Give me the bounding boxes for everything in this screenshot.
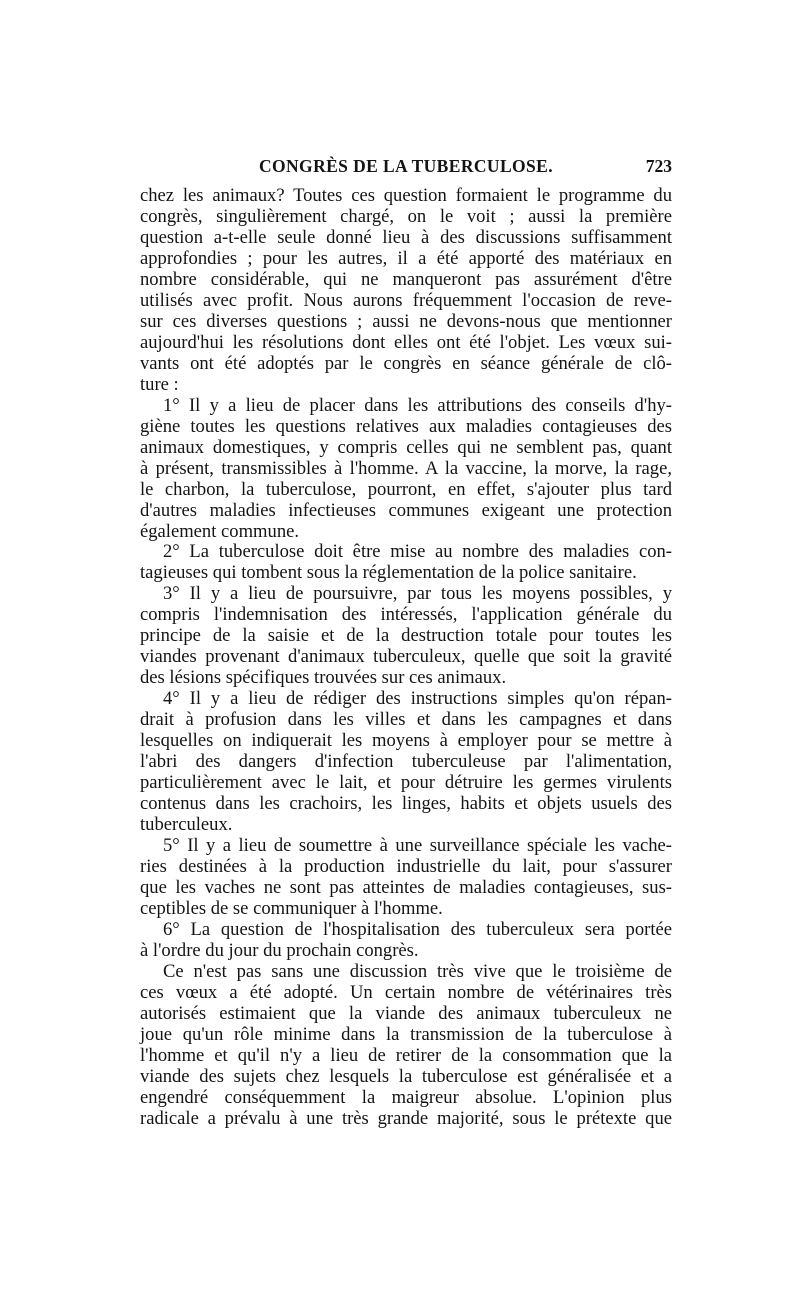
text-line: 2° La tuberculose doit être mise au nombre des maladies con- xyxy=(163,541,672,563)
text-line: vants ont été adoptés par le congrès en séance générale de clô- xyxy=(140,352,672,374)
text-line: Ce n'est pas sans une discussion très vive que le troisième de xyxy=(163,960,672,982)
text-line: l'homme et qu'il n'y a lieu de retirer de la consommation que la xyxy=(140,1044,672,1066)
text-line: des lésions spécifiques trouvées sur ces animaux. xyxy=(140,667,507,689)
text-line: ceptibles de se communiquer à l'homme. xyxy=(140,897,443,919)
text-line: 6° La question de l'hospitalisation des tuberculeux sera portée xyxy=(163,918,672,940)
text-line: joue qu'un rôle minime dans la transmission de la tuberculose à xyxy=(140,1023,672,1045)
text-line: animaux domestiques, y compris celles qui ne semblent pas, quant xyxy=(140,436,672,458)
text-line: congrès, singulièrement chargé, on le voit ; aussi la première xyxy=(140,205,672,227)
text-line: également commune. xyxy=(140,520,300,542)
text-line: que les vaches ne sont pas atteintes de maladies contagieuses, sus- xyxy=(140,876,672,898)
text-line: autorisés estimaient que la viande des animaux tuberculeux ne xyxy=(140,1002,672,1024)
text-line: tuberculeux. xyxy=(140,814,233,836)
page-number: 723 xyxy=(645,156,672,176)
text-line: viandes provenant d'animaux tuberculeux, quelle que soit la gravité xyxy=(140,646,672,668)
text-line: 4° Il y a lieu de rédiger des instructions simples qu'on répan- xyxy=(163,688,672,710)
text-line: radicale a prévalu à une très grande majorité, sous le prétexte que xyxy=(140,1107,672,1129)
text-line: lesquelles on indiquerait les moyens à employer pour se mettre à xyxy=(140,730,672,752)
text-line: chez les animaux? Toutes ces question formaient le programme du xyxy=(140,185,672,206)
text-line: utilisés avec profit. Nous aurons fréquemment l'occasion de reve- xyxy=(140,289,672,311)
text-line: 5° Il y a lieu de soumettre à une surveillance spéciale les vache- xyxy=(163,835,672,857)
text-line: tagieuses qui tombent sous la réglementation de la police sanitaire. xyxy=(140,562,637,584)
text-line: drait à profusion dans les villes et dans les campagnes et dans xyxy=(140,709,672,731)
text-line: ces vœux a été adopté. Un certain nombre de vétérinaires très xyxy=(140,981,672,1003)
page-header xyxy=(140,154,672,182)
running-title: CONGRÈS DE LA TUBERCULOSE. xyxy=(258,156,554,176)
text-line: ture : xyxy=(140,373,179,395)
text-line: à présent, transmissibles à l'homme. A la vaccine, la morve, la rage, xyxy=(140,457,672,479)
text-line: contenus dans les crachoirs, les linges, habits et objets usuels des xyxy=(140,793,672,815)
text-line: à l'ordre du jour du prochain congrès. xyxy=(140,939,419,961)
text-line: ries destinées à la production industrielle du lait, pour s'assurer xyxy=(140,856,672,877)
text-line: giène toutes les questions relatives aux maladies contagieuses des xyxy=(140,415,672,437)
text-line: le charbon, la tuberculose, pourront, en effet, s'ajouter plus tard xyxy=(140,478,672,500)
text-line: d'autres maladies infectieuses communes exigeant une protection xyxy=(140,499,672,521)
text-line: sur ces diverses questions ; aussi ne devons-nous que mentionner xyxy=(140,310,672,332)
body-text xyxy=(140,186,672,1130)
text-line: compris l'indemnisation des intéressés, l'application générale du xyxy=(140,604,672,626)
text-line: nombre considérable, qui ne manqueront pas assurément d'être xyxy=(140,268,672,290)
text-line: particulièrement avec le lait, et pour détruire les germes virulents xyxy=(140,772,672,794)
text-line: approfondies ; pour les autres, il a été apporté des matériaux en xyxy=(140,247,672,269)
text-line: l'abri des dangers d'infection tuberculeuse par l'alimentation, xyxy=(140,751,672,773)
text-line: 3° Il y a lieu de poursuivre, par tous les moyens possibles, y xyxy=(163,583,672,605)
text-line: principe de la saisie et de la destruction totale pour toutes les xyxy=(140,625,672,647)
text-line: viande des sujets chez lesquels la tuberculose est généralisée et a xyxy=(140,1065,672,1087)
text-line: question a-t-elle seule donné lieu à des discussions suffisamment xyxy=(140,226,672,248)
text-line: aujourd'hui les résolutions dont elles ont été l'objet. Les vœux sui- xyxy=(140,331,672,353)
text-line: engendré conséquemment la maigreur absolue. L'opinion plus xyxy=(140,1086,672,1108)
text-line: 1° Il y a lieu de placer dans les attributions des conseils d'hy- xyxy=(163,394,672,416)
